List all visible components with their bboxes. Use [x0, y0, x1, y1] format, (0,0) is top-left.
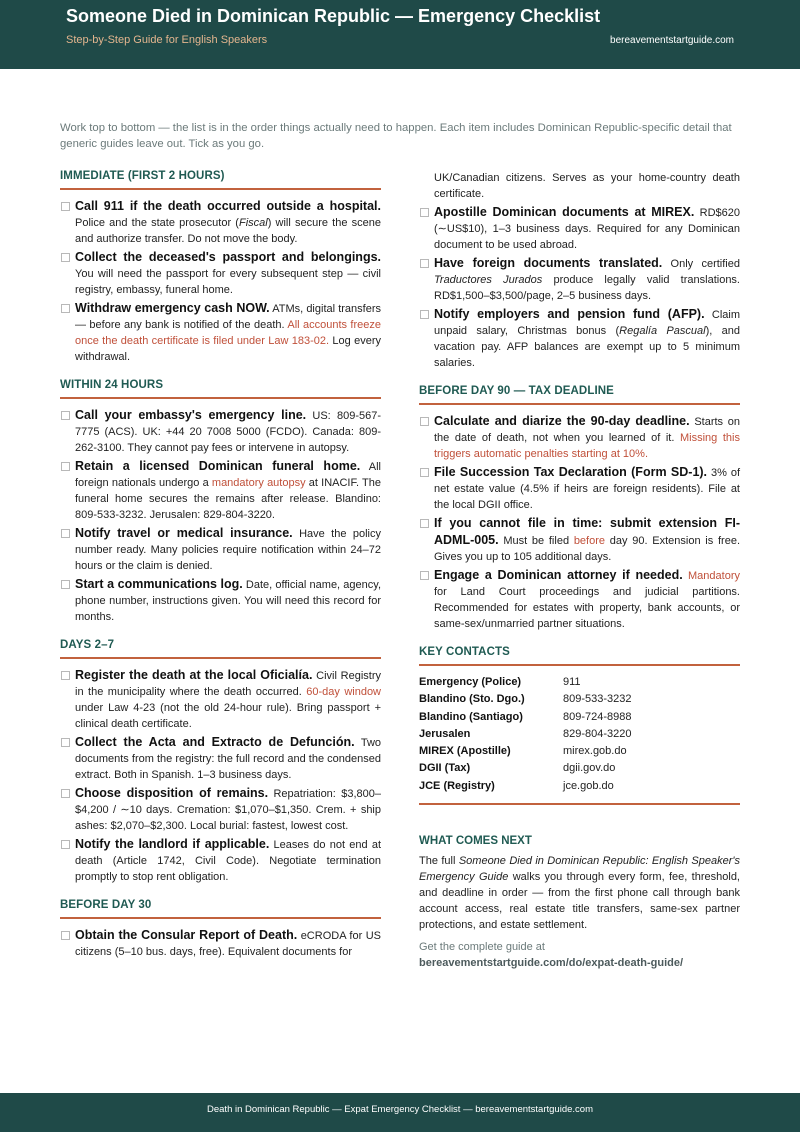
checklist-item [60, 667, 381, 732]
item-warning: 60-day window [306, 686, 382, 698]
section-title-days2-7: DAYS 2–7 [60, 639, 381, 659]
section-title-day30: BEFORE DAY 30 [60, 899, 381, 919]
checkbox[interactable] [61, 840, 70, 849]
section-title-contacts: KEY CONTACTS [419, 646, 740, 666]
checkbox[interactable] [61, 529, 70, 538]
checklist-item [60, 198, 381, 247]
item-title: File Succession Tax Declaration (Form SD-1). [434, 465, 708, 479]
item-text: produce legally valid translations. RD$1,500–$3,500/page, 2–5 business days. [434, 274, 740, 302]
page-subtitle: Step-by-Step Guide for English Speakers [66, 34, 268, 46]
checklist-item [60, 407, 381, 456]
item-text: for Land Court proceedings and judicial partitions. Recommended for estates with property, bank accounts, or same-sex/unmarried partner situations. [434, 586, 740, 630]
checkbox[interactable] [420, 208, 429, 217]
item-text: US: 809-567-7775 (ACS). UK: +44 20 7008 5000 (FCDO). Canada: 809-262-3100. They cannot pay fees or intervene in autopsy. [75, 410, 381, 454]
guide-link[interactable]: bereavementstartguide.com/do/expat-death-guide/ [419, 957, 684, 970]
contact-label: DGII (Tax) [419, 762, 471, 775]
section-title-next: WHAT COMES NEXT [419, 835, 532, 848]
checklist-item [419, 413, 740, 462]
item-text: ATMs, digital transfers — before any bank is notified of the death. [75, 303, 381, 331]
next-guide-title: Someone Died in Dominican Republic: English Speaker's Emergency Guide [419, 855, 740, 884]
item-title: Call your embassy's emergency line. [75, 408, 307, 422]
item-warning: All accounts freeze once the death certificate is filed under Law 183-02. [75, 319, 382, 347]
contact-row [419, 778, 740, 795]
item-text: 3% of net estate value (4.5% if heirs are foreign residents). File at the local DGII office. [434, 467, 741, 511]
item-text: Log every withdrawal. [75, 335, 381, 363]
item-text: All foreign nationals undergo a [75, 461, 381, 489]
item-text: ), and vacation pay. AFP balances are exempt up to 5 minimum salaries. [434, 325, 740, 369]
item-text: Have the policy number ready. Many policies require notification within 24–72 hours or the claim is denied. [75, 528, 381, 572]
contact-value: 829-804-3220 [563, 727, 632, 740]
next-get-label: Get the complete guide at [419, 941, 545, 954]
item-text: at INACIF. The funeral home secures the remains after release. Blandino: 809-533-3232. Jerusalen: 829-804-3220. [75, 477, 381, 521]
item-text: Claim unpaid salary, Christmas bonus ( [434, 309, 740, 337]
checklist-item [419, 306, 740, 371]
contact-label: Blandino (Sto. Dgo.) [419, 693, 525, 706]
page-footer [0, 1093, 800, 1132]
item-title: Calculate and diarize the 90-day deadline. [434, 414, 690, 428]
checkbox[interactable] [61, 253, 70, 262]
checkbox[interactable] [420, 259, 429, 268]
item-title: Have foreign documents translated. [434, 256, 663, 270]
item-warning: Mandatory [688, 570, 740, 582]
contact-row [419, 726, 740, 743]
checklist-item [419, 567, 740, 632]
checkbox[interactable] [61, 411, 70, 420]
checkbox[interactable] [420, 468, 429, 477]
item-title: Withdraw emergency cash NOW. [75, 301, 270, 315]
item-title: Apostille Dominican documents at MIREX. [434, 205, 695, 219]
contact-value[interactable]: jce.gob.do [563, 779, 614, 792]
item-title: If you cannot file in time: submit extension FI-ADML-005. [434, 516, 740, 547]
item-text: ) will secure the scene and authorize transfer. Do not move the body. [75, 217, 381, 245]
checklist-item [60, 525, 381, 574]
checkbox[interactable] [420, 417, 429, 426]
item-title: Notify travel or medical insurance. [75, 526, 293, 540]
item-text: RD$620 (∼US$10), 1–3 business days. Required for any Dominican document to be used abroad. [434, 207, 740, 251]
left-column [60, 170, 381, 962]
checkbox[interactable] [61, 789, 70, 798]
checkbox[interactable] [61, 931, 70, 940]
item-text: You will need the passport for every subsequent step — civil registry, embassy, funeral home. [75, 268, 381, 296]
item-title: Obtain the Consular Report of Death. [75, 928, 298, 942]
checklist-item [60, 785, 381, 834]
checklist-item [60, 734, 381, 783]
contact-row [419, 674, 740, 691]
item-title: Start a communications log. [75, 577, 243, 591]
contact-value[interactable]: dgii.gov.do [563, 762, 616, 775]
item-text: Police and the state prosecutor ( [75, 217, 239, 229]
checklist-item [419, 464, 740, 513]
checkbox[interactable] [61, 202, 70, 211]
contact-label: Blandino (Santiago) [419, 710, 523, 723]
item-warning: Missing this triggers automatic penalties starting at 10%. [434, 432, 740, 460]
item-text: Leases do not end at death (Article 1742, Civil Code). Negotiate termination promptly to stop rent obligation. [75, 839, 381, 883]
contact-row [419, 743, 740, 760]
next-text: walks you through every form, fee, threshold, and deadline in order — from the first phone call through bank account access, real estate title transfers, same-sex partner protections, and estate settlement. [419, 871, 740, 932]
contact-label: MIREX (Apostille) [419, 745, 511, 758]
contact-row [419, 709, 740, 726]
item-text: Two documents from the registry: the full record and the condensed extract. Both in Spanish. 1–3 business days. [75, 737, 382, 781]
item-title: Notify employers and pension fund (AFP). [434, 307, 705, 321]
item-text: Only certified [662, 258, 740, 270]
next-text: The full [419, 855, 459, 868]
item-text: eCRODA for US citizens (5–10 bus. days, free). Equivalent documents for [75, 930, 381, 958]
checkbox[interactable] [61, 304, 70, 313]
section-title-immediate: IMMEDIATE (FIRST 2 HOURS) [60, 170, 381, 190]
checklist-item-continued [419, 170, 740, 202]
contact-label: JCE (Registry) [419, 779, 495, 792]
item-title: Engage a Dominican attorney if needed. [434, 568, 683, 582]
checklist-item [60, 300, 381, 365]
checkbox[interactable] [420, 571, 429, 580]
item-title: Choose disposition of remains. [75, 786, 269, 800]
item-warning: before [573, 535, 606, 547]
checklist-item [60, 458, 381, 523]
item-title: Collect the deceased's passport and belongings. [75, 250, 381, 264]
page-header [0, 0, 800, 69]
item-text: Repatriation: $3,800–$4,200 / ∼10 days. Cremation: $1,070–$1,350. Crem. + ship ashes: $2,070–$2,300. Local burial: fastest, lowest cost. [75, 788, 381, 832]
right-column [419, 170, 740, 971]
item-text: UK/Canadian citizens. Serves as your home-country death certificate. [434, 172, 740, 200]
checklist-item [60, 927, 381, 960]
checkbox[interactable] [61, 738, 70, 747]
contact-row [419, 760, 740, 777]
intro-text: Work top to bottom — the list is in the order things actually need to happen. Each item includes Dominican Republic-specific detail that generic guides leave out. Tick as you go. [60, 122, 732, 150]
checkbox[interactable] [61, 580, 70, 589]
checklist-item [60, 576, 381, 625]
checkbox[interactable] [61, 462, 70, 471]
contact-value: 911 [563, 676, 581, 688]
contact-row [419, 691, 740, 708]
item-emphasis: Fiscal [238, 217, 268, 229]
item-emphasis: Regalía Pascual [619, 325, 706, 337]
checkbox[interactable] [420, 310, 429, 319]
item-text: Must be filed [498, 535, 574, 547]
contact-value: 809-724-8988 [563, 710, 632, 723]
checklist-item [60, 836, 381, 885]
checklist-item [60, 249, 381, 298]
item-title: Collect the Acta and Extracto de Defunción. [75, 735, 355, 749]
contact-value: 809-533-3232 [563, 693, 632, 706]
item-text: Date, official name, agency, phone number, instructions given. You will need this record for months. [75, 579, 382, 623]
item-title: Call 911 if the death occurred outside a hospital. [75, 199, 381, 213]
checklist-item [419, 255, 740, 304]
section-title-within24: WITHIN 24 HOURS [60, 379, 381, 399]
page-title: Someone Died in Dominican Republic — Emergency Checklist [66, 6, 601, 26]
item-text: day 90. Extension is free. Gives you up to 105 additional days. [434, 535, 740, 563]
checklist-item [419, 515, 740, 565]
item-text: Starts on the date of death, not when you learned of it. [434, 416, 741, 444]
section-title-day90: BEFORE DAY 90 — TAX DEADLINE [419, 385, 740, 405]
next-body [419, 853, 740, 933]
item-title: Register the death at the local Oficialía. [75, 668, 313, 682]
contact-label: Jerusalen [419, 727, 471, 740]
item-warning: mandatory autopsy [211, 477, 306, 489]
checklist-item [419, 204, 740, 253]
checkbox[interactable] [61, 671, 70, 680]
item-emphasis: Traductores Jurados [434, 274, 543, 286]
item-title: Notify the landlord if applicable. [75, 837, 270, 851]
footer-text: Death in Dominican Republic — Expat Emergency Checklist — bereavementstartguide.com [207, 1104, 593, 1115]
contact-label: Emergency (Police) [419, 676, 522, 688]
contacts-table [419, 674, 740, 805]
checkbox[interactable] [420, 519, 429, 528]
contact-value[interactable]: mirex.gob.do [563, 745, 627, 758]
header-site-link[interactable]: bereavementstartguide.com [610, 35, 734, 46]
item-text: Civil Registry in the municipality where the death occurred. [75, 670, 381, 698]
item-title: Retain a licensed Dominican funeral home. [75, 459, 361, 473]
item-text: under Law 4-23 (not the old 24-hour rule). Bring passport + clinical death certificate. [75, 702, 381, 730]
